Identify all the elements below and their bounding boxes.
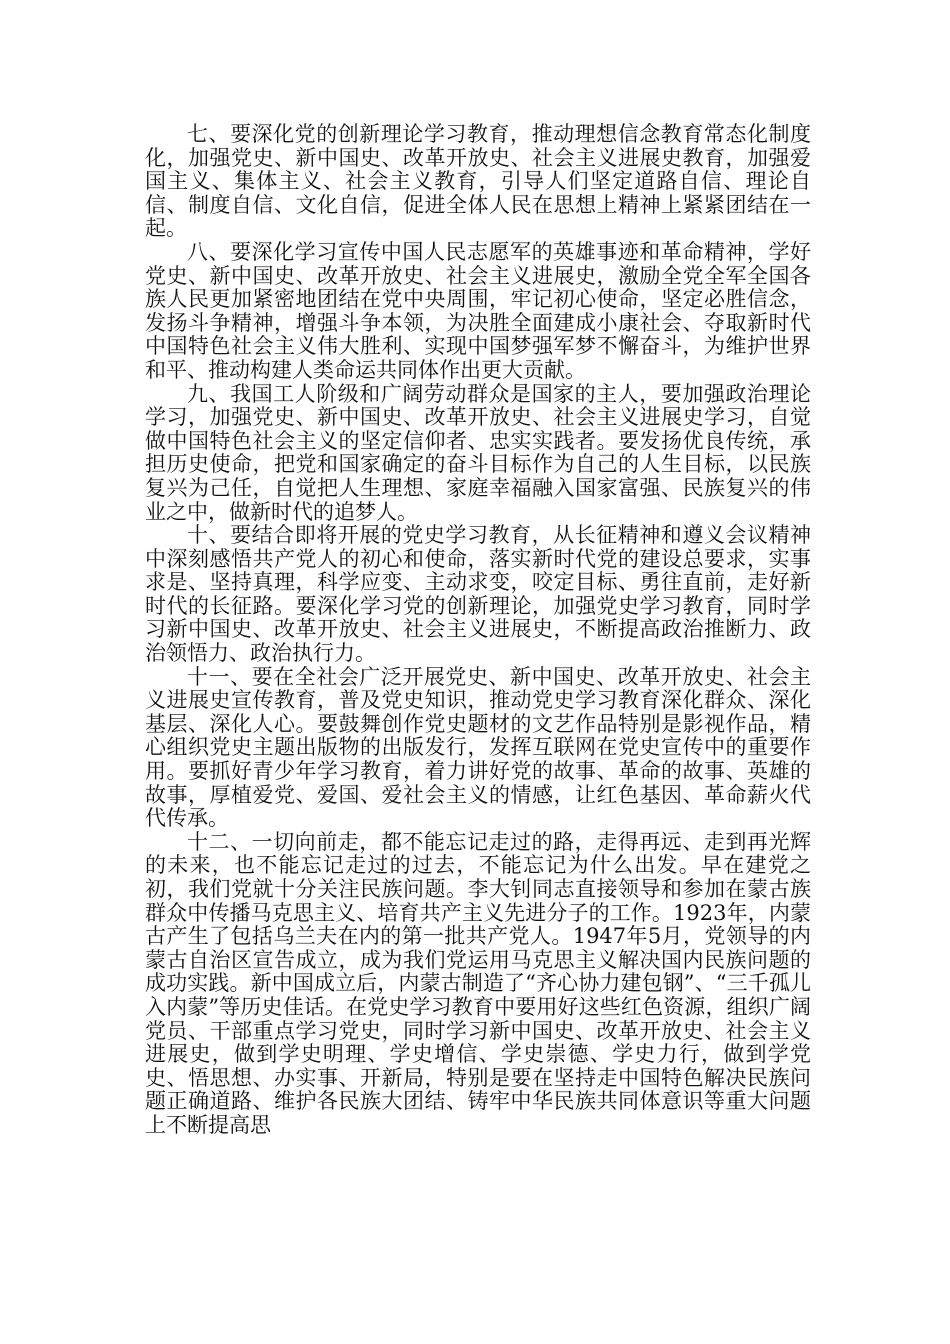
- paragraph-9: 九、我国工人阶级和广阔劳动群众是国家的主人，要加强政治理论学习，加强党史、新中国史、改革开放史、社会主义进展史学习，自觉做中国特色社会主义的坚定信仰者、忠实实践者。要发扬优良传统，承担历史使命，把党和国家确定的奋斗目标作为自己的人生目标，以民族复兴为己任，自觉把人生理想、家庭幸福融入国家富强、民族复兴的伟业之中，做新时代的追梦人。: [145, 381, 811, 524]
- paragraph-7: 七、要深化党的创新理论学习教育，推动理想信念教育常态化制度化，加强党史、新中国史、改革开放史、社会主义进展史教育，加强爱国主义、集体主义、社会主义教育，引导人们坚定道路自信、理论自信、制度自信、文化自信，促进全体人民在思想上精神上紧紧团结在一起。: [145, 122, 811, 241]
- paragraph-12: 十二、一切向前走，都不能忘记走过的路，走得再远、走到再光辉的未来，也不能忘记走过的过去，不能忘记为什么出发。早在建党之初，我们党就十分关注民族问题。李大钊同志直接领导和参加在蒙古族群众中传播马克思主义、培育共产主义先进分子的工作。1923年，内蒙古产生了包括乌兰夫在内的第一批共产党人。1947年5月，党领导的内蒙古自治区宣告成立，成为我们党运用马克思主义解决国内民族问题的成功实践。新中国成立后，内蒙古制造了“齐心协力建包钢”、“三千孤儿入内蒙”等历史佳话。在党史学习教育中要用好这些红色资源，组织广阔党员、干部重点学习党史，同时学习新中国史、改革开放史、社会主义进展史，做到学史明理、学史增信、学史崇德、学史力行，做到学党史、悟思想、办实事、开新局，特别是要在坚持走中国特色解决民族问题正确道路、维护各民族大团结、铸牢中华民族共同体意识等重大问题上不断提高思: [145, 829, 811, 1137]
- paragraph-10: 十、要结合即将开展的党史学习教育，从长征精神和遵义会议精神中深刻感悟共产党人的初心和使命，落实新时代党的建设总要求，实事求是、坚持真理，科学应变、主动求变，咬定目标、勇往直前，走好新时代的长征路。要深化学习党的创新理论，加强党史学习教育，同时学习新中国史、改革开放史、社会主义进展史，不断提高政治推断力、政治领悟力、政治执行力。: [145, 523, 811, 666]
- paragraph-8: 八、要深化学习宣传中国人民志愿军的英雄事迹和革命精神，学好党史、新中国史、改革开放史、社会主义进展史，激励全党全军全国各族人民更加紧密地团结在党中央周围，牢记初心使命，坚定必胜信念，发扬斗争精神，增强斗争本领，为决胜全面建成小康社会、夺取新时代中国特色社会主义伟大胜利、实现中国梦强军梦不懈奋斗，为维护世界和平、推动构建人类命运共同体作出更大贡献。: [145, 239, 811, 382]
- document-page: [145, 123, 811, 1138]
- paragraph-11: 十一、要在全社会广泛开展党史、新中国史、改革开放史、社会主义进展史宣传教育，普及党史知识，推动党史学习教育深化群众、深化基层、深化人心。要鼓舞创作党史题材的文艺作品特别是影视作品，精心组织党史主题出版物的出版发行，发挥互联网在党史宣传中的重要作用。要抓好青少年学习教育，着力讲好党的故事、革命的故事、英雄的故事，厚植爱党、爱国、爱社会主义的情感，让红色基因、革命薪火代代传承。: [145, 664, 811, 831]
